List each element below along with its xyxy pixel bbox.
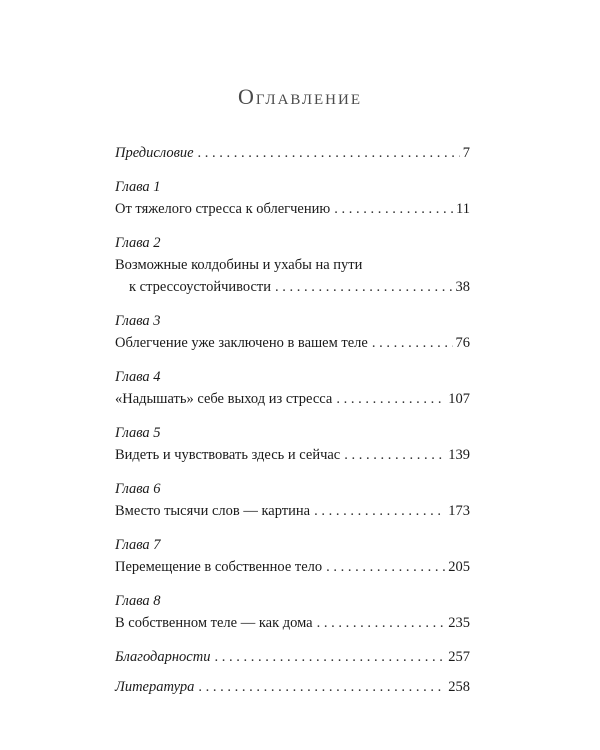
toc-entry-foreword xyxy=(115,142,470,164)
dot-leader xyxy=(198,676,445,698)
toc-entry-chapter-5 xyxy=(115,422,470,466)
toc-page-number: 258 xyxy=(448,679,470,695)
toc-entry-chapter-6 xyxy=(115,478,470,522)
chapter-title: Перемещение в собственное тело xyxy=(115,559,323,575)
page-title: Оглавление xyxy=(237,84,363,109)
toc-entry-chapter-3 xyxy=(115,310,470,354)
dot-leader xyxy=(326,556,445,578)
chapter-label: Глава 8 xyxy=(115,593,161,609)
toc-entry-title: Благодарности xyxy=(115,649,211,665)
toc-line xyxy=(115,444,470,466)
chapter-label: Глава 1 xyxy=(115,179,161,195)
chapter-label: Глава 3 xyxy=(115,313,161,329)
toc-page-number: 205 xyxy=(448,559,470,575)
chapter-label: Глава 2 xyxy=(115,235,161,251)
toc-page-number: 7 xyxy=(462,145,470,161)
toc-line xyxy=(115,388,470,410)
table-of-contents xyxy=(115,142,470,710)
chapter-title: Облегчение уже заключено в вашем теле xyxy=(115,335,368,351)
toc-entry-chapter-7 xyxy=(115,534,470,578)
toc-page-number: 139 xyxy=(448,447,470,463)
toc-entry-chapter-4 xyxy=(115,366,470,410)
toc-line xyxy=(115,198,470,220)
toc-line xyxy=(115,646,470,668)
dot-leader xyxy=(334,198,453,220)
toc-page-number: 11 xyxy=(456,201,470,217)
toc-line xyxy=(115,676,470,698)
toc-line xyxy=(115,500,470,522)
dot-leader xyxy=(372,332,453,354)
toc-line xyxy=(115,142,470,164)
chapter-label: Глава 4 xyxy=(115,369,161,385)
dot-leader xyxy=(317,612,446,634)
dot-leader xyxy=(198,142,460,164)
toc-entry-title: Литература xyxy=(115,679,195,695)
dot-leader xyxy=(275,276,452,298)
chapter-label: Глава 7 xyxy=(115,537,161,553)
chapter-title: Вместо тысячи слов — картина xyxy=(115,503,311,519)
toc-page-number: 38 xyxy=(455,279,470,295)
dot-leader xyxy=(214,646,445,668)
toc-page-number: 173 xyxy=(448,503,470,519)
toc-entry-chapter-1 xyxy=(115,176,470,220)
toc-line xyxy=(115,556,470,578)
chapter-title: «Надышать» себе выход из стресса xyxy=(115,391,333,407)
dot-leader xyxy=(344,444,445,466)
toc-entry-title: Предисловие xyxy=(115,145,194,161)
chapter-title: Видеть и чувствовать здесь и сейчас xyxy=(115,447,341,463)
chapter-label: Глава 6 xyxy=(115,481,161,497)
toc-line xyxy=(115,276,470,298)
toc-entry-chapter-8 xyxy=(115,590,470,634)
toc-page-number: 257 xyxy=(448,649,470,665)
chapter-title: В собственном теле — как дома xyxy=(115,615,313,631)
toc-entry-literature xyxy=(115,676,470,698)
toc-page-number: 107 xyxy=(448,391,470,407)
toc-line xyxy=(115,612,470,634)
chapter-label: Глава 5 xyxy=(115,425,161,441)
toc-line xyxy=(115,332,470,354)
toc-entry-acknowledgements xyxy=(115,646,470,668)
chapter-title-line-1: Возможные колдобины и ухабы на пути xyxy=(115,257,363,273)
dot-leader xyxy=(314,500,445,522)
toc-page-number: 235 xyxy=(448,615,470,631)
chapter-title-line-2: к стрессоустойчивости xyxy=(129,279,272,295)
chapter-title: От тяжелого стресса к облегчению xyxy=(115,201,331,217)
dot-leader xyxy=(336,388,445,410)
toc-entry-chapter-2 xyxy=(115,232,470,298)
toc-page-number: 76 xyxy=(455,335,470,351)
